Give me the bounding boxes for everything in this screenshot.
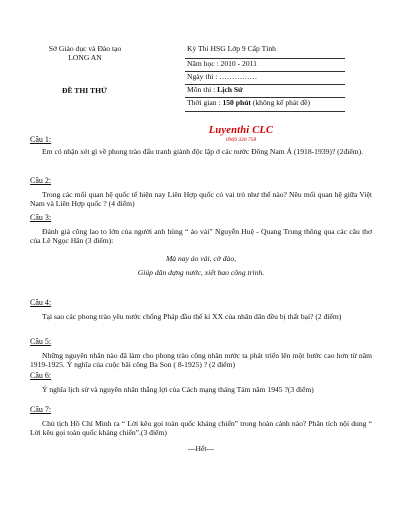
question-2-text: Trong các mối quan hệ quốc tế hiện nay Liên Hợp quốc có vai trò như thế nào? Nêu mối quan hệ giữa Việt Nam và Liên Hợp quốc ? (4 điểm) (30, 190, 372, 209)
time-row (187, 98, 310, 107)
question-6-label: Câu 6: (30, 371, 52, 380)
question-4-label: Câu 4: (30, 298, 52, 307)
department-name: Sở Giáo dục và Đào tạo (48, 44, 122, 53)
subject-value: Lịch Sử (217, 85, 243, 94)
question-5-label: Câu 5: (30, 337, 52, 346)
question-2-label: Câu 2: (30, 176, 52, 185)
poem-line-2: Giúp dân dựng nước, xiết bao công trình. (137, 268, 265, 277)
logo-phone: 0969 330 758 (225, 137, 257, 144)
end-mark: ---Hết--- (187, 444, 215, 453)
exam-date: Ngày thi : …………… (187, 72, 258, 81)
question-7-text: Chủ tịch Hồ Chí Minh ra “ Lời kêu gọi toàn quốc kháng chiến” trong hoàn cảnh nào? Phân tích nội dung “ Lời kêu gọi toàn quốc kháng chiến”.(3 điểm) (30, 419, 372, 438)
subject-row (187, 85, 243, 94)
luyenthi-logo (186, 124, 296, 144)
logo-name: Luyenthi CLC (208, 125, 274, 136)
question-3-text: Đánh giá công lao to lớn của người anh hùng “ áo vải” Nguyễn Huệ - Quang Trung thông qua các câu thơ của Lê Ngọc Hân (3 điểm): (30, 227, 372, 246)
time-label: Thời gian : (187, 98, 223, 107)
question-5-text: Những nguyên nhân nào đã làm cho phong trào công nhân nước ta phát triển lên một bước cao hơn từ năm 1919-1925. Ý nghĩa của cuộc bãi công Ba Son ( 8-1925) ? (2 điểm) (30, 351, 372, 370)
subject-label: Môn thi : (187, 85, 218, 94)
time-note: (không kể phát đề) (250, 98, 310, 107)
poem-line-1: Mà nay áo vải, cờ đào, (165, 254, 237, 263)
header-right (187, 44, 357, 53)
time-value: 150 phút (222, 98, 251, 107)
question-6-text: Ý nghĩa lịch sử và nguyên nhân thắng lợi của Cách mạng tháng Tám năm 1945 ?(3 điểm) (42, 385, 314, 394)
question-7-label: Câu 7: (30, 405, 52, 414)
province-name: LONG AN (68, 53, 102, 63)
draft-exam-title: ĐỀ THI THỬ (62, 86, 108, 95)
header-left (30, 44, 140, 63)
question-4-text: Tại sao các phong trào yêu nước chống Pháp đầu thế kỉ XX của nhân dân đều bị thất bại? (2 điểm) (42, 312, 342, 321)
school-year: Năm học : 2010 - 2011 (187, 59, 257, 68)
question-1-text: Em có nhận xét gì về phong trào đấu tranh giành độc lập ở các nước Đông Nam Á (1918-1939)? (2điểm). (42, 147, 364, 156)
question-1-label: Câu 1: (30, 135, 52, 144)
question-3-label: Câu 3: (30, 213, 52, 222)
divider (185, 111, 345, 112)
exam-name: Kỳ Thi HSG Lớp 9 Cấp Tỉnh (187, 44, 276, 53)
